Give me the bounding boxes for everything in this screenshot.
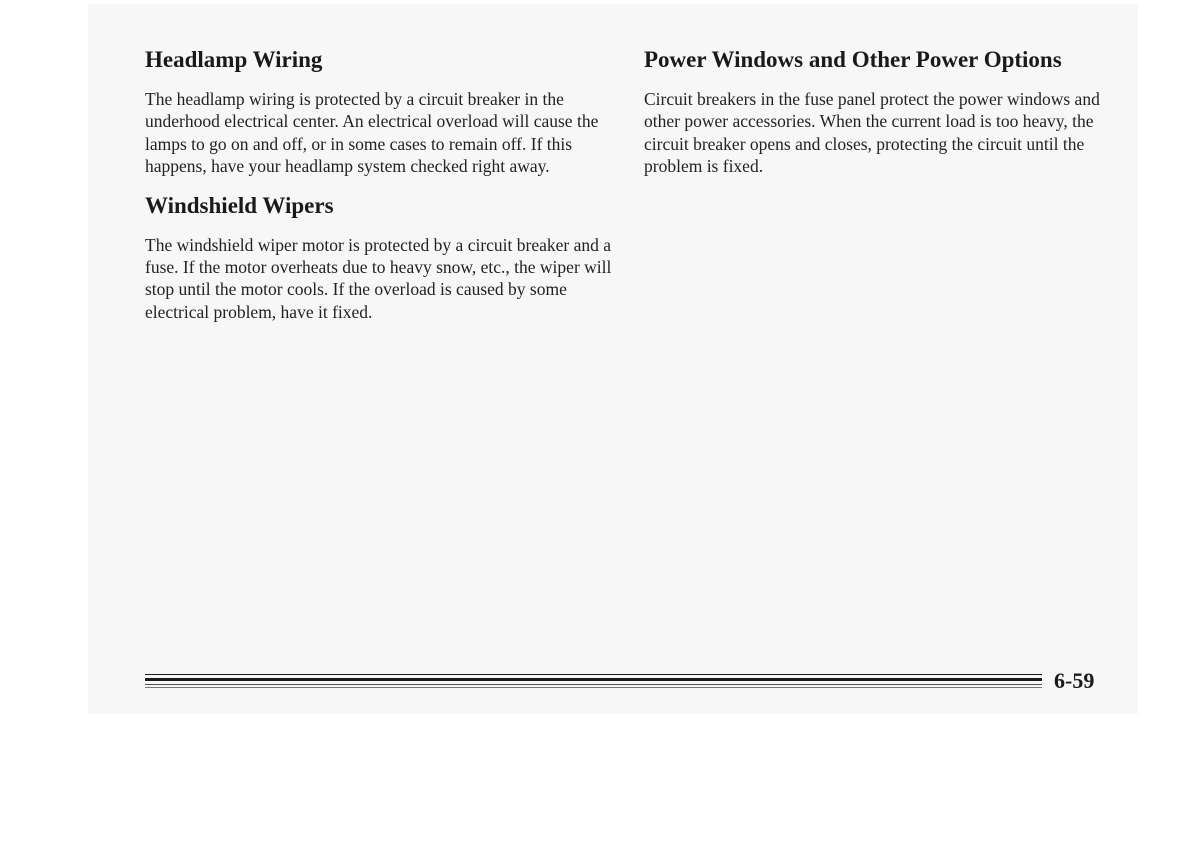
section-body: The windshield wiper motor is protected by a circuit breaker and a fuse. If the motor overheats due to heavy snow, etc., the wiper will stop until the motor cools. If the overload is caused by some electrical problem, have it fixed. — [145, 234, 612, 322]
section-body: Circuit breakers in the fuse panel protect the power windows and other power accessories. When the current load is too heavy, the circuit breaker opens and closes, protecting the circuit until the problem is fixed. — [644, 89, 1100, 177]
section-heading: Windshield Wipers — [145, 192, 334, 218]
right-column — [644, 44, 1114, 188]
footer-rule — [145, 674, 1042, 675]
headlamp-wiring-section — [145, 44, 615, 178]
left-column — [145, 44, 615, 333]
manual-page — [88, 4, 1138, 714]
footer-rule — [145, 684, 1042, 685]
section-body: The headlamp wiring is protected by a circuit breaker in the underhood electrical center. An electrical overload will cause the lamps to go on and off, or in some cases to remain off. If this happens, have your headlamp system checked right away. — [145, 89, 599, 177]
page-number: 6-59 — [1054, 668, 1095, 693]
footer-rule — [145, 678, 1042, 681]
section-heading: Headlamp Wiring — [145, 47, 323, 72]
windshield-wipers-section — [145, 190, 615, 324]
footer-rule — [145, 687, 1042, 688]
section-heading: Power Windows and Other Power Options — [644, 47, 1062, 72]
power-windows-section — [644, 44, 1114, 178]
